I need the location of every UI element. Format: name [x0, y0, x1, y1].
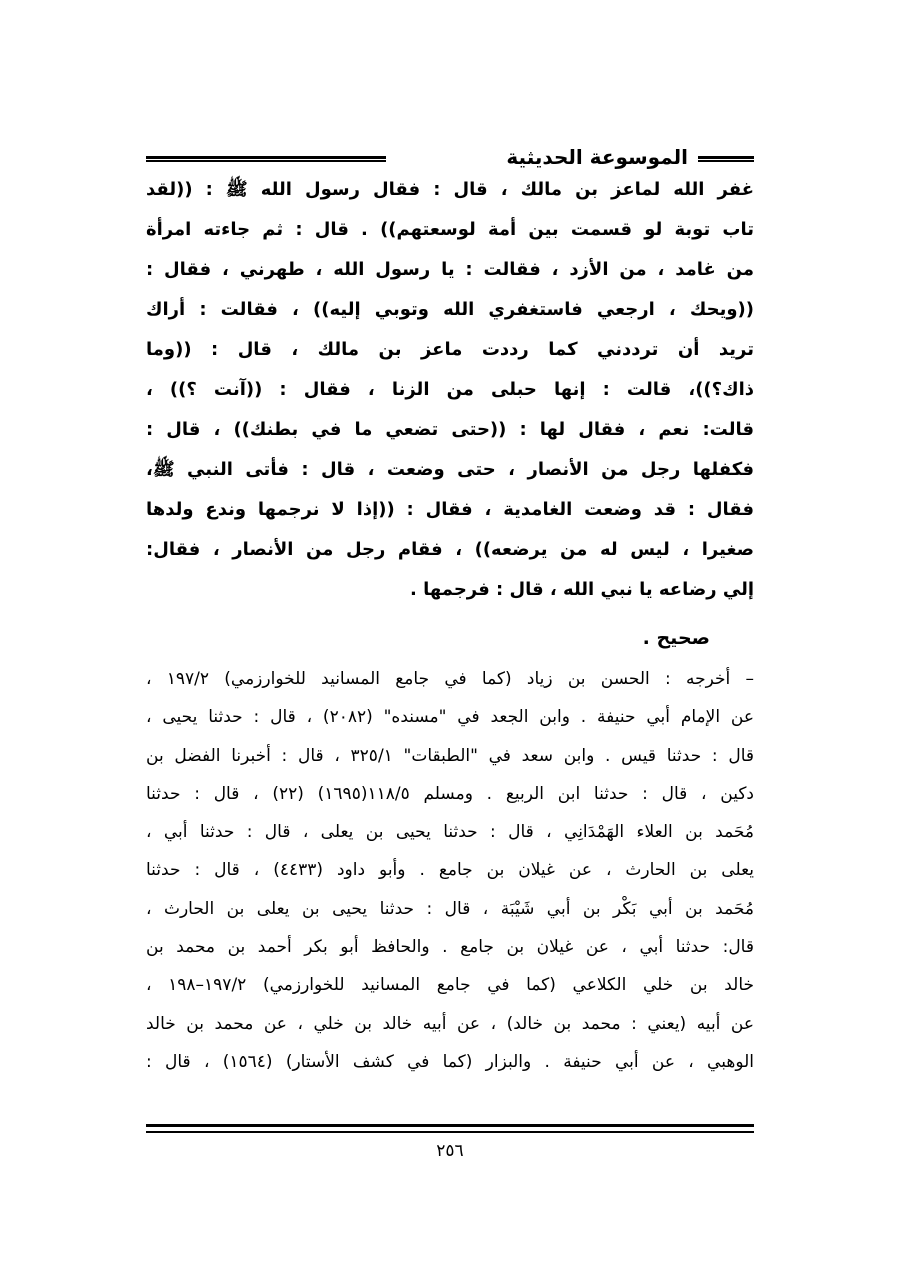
hadith-text	[146, 170, 754, 610]
takhrij-line: دكين ، قال : حدثنا ابن الربيع . ومسلم ١١٨/٥(١٦٩٥) (٢٢) ، قال : حدثنا	[146, 783, 754, 804]
takhrij-line: عن الإمام أبي حنيفة . وابن الجعد في "مسنده" (٢٠٨٢) ، قال : حدثنا يحيى ،	[146, 707, 754, 728]
header-rule-left	[146, 156, 386, 162]
takhrij-line: قال : حدثنا قيس . وابن سعد في "الطبقات" ٣٢٥/١ ، قال : أخبرنا الفضل بن	[146, 745, 754, 766]
hadith-line: تاب توبة لو قسمت بين أمة لوسعتهم)) . قال : ثم جاءته امرأة	[146, 219, 754, 240]
takhrij-line: – أخرجه : الحسن بن زياد (كما في جامع المسانيد للخوارزمي) ١٩٧/٢ ،	[146, 669, 754, 689]
takhrij-line: عن أبيه (يعني : محمد بن خالد) ، عن أبيه خالد بن خلي ، عن محمد بن خالد	[146, 1013, 754, 1034]
takhrij-line: مُحَمد بن أبي بَكْر بن أبي شَيْبَة ، قال : حدثنا يحيى بن يعلى بن الحارث ،	[146, 898, 754, 919]
grade-label: صحيح .	[642, 627, 710, 649]
hadith-line: غفر الله لماعز بن مالك ، قال : فقال رسول الله ﷺ : ((لقد	[146, 179, 754, 200]
hadith-line: ((ويحك ، ارجعي فاستغفري الله وتوبي إليه)) ، فقالت : أراك	[146, 299, 754, 320]
takhrij-line: خالد بن خلي الكلاعي (كما في جامع المسانيد للخوارزمي) ١٩٧/٢–١٩٨ ،	[146, 975, 754, 996]
hadith-line: إلي رضاعه يا نبي الله ، قال : فرجمها .	[410, 579, 754, 600]
page-number: ٢٥٦	[436, 1141, 464, 1161]
running-header	[146, 142, 754, 172]
takhrij-line: الوهبي ، عن أبي حنيفة . والبزار (كما في كشف الأستار) (١٥٦٤) ، قال :	[146, 1051, 754, 1072]
header-title: الموسوعة الحديثية	[506, 145, 688, 169]
footer-rule	[146, 1124, 754, 1133]
hadith-line: فقال : قد وضعت الغامدية ، فقال : ((إذا لا نرجمها وندع ولدها	[146, 499, 754, 520]
takhrij-line: يعلى بن الحارث ، عن غيلان بن جامع . وأبو داود (٤٤٣٣) ، قال : حدثنا	[146, 860, 754, 881]
takhrij-line: مُحَمد بن العلاء الهَمْدَانِي ، قال : حدثنا يحيى بن يعلى ، قال : حدثنا أبي ،	[146, 822, 754, 843]
hadith-line: قالت: نعم ، فقال لها : ((حتى تضعي ما في بطنك)) ، قال :	[146, 419, 754, 440]
takhrij-line: قال: حدثنا أبي ، عن غيلان بن جامع . والحافظ أبو بكر أحمد بن محمد بن	[146, 937, 754, 958]
hadith-line: فكفلها رجل من الأنصار ، حتى وضعت ، قال : فأتى النبي ﷺ،	[146, 459, 754, 480]
takhrij-text	[146, 660, 754, 1081]
hadith-line: ذاك؟))، قالت : إنها حبلى من الزنا ، فقال : ((آنت ؟)) ،	[146, 379, 754, 400]
hadith-line: صغيرا ، ليس له من يرضعه)) ، فقام رجل من الأنصار ، فقال:	[146, 539, 754, 560]
header-rule-right	[698, 156, 754, 162]
hadith-line: تريد أن ترددني كما رددت ماعز بن مالك ، قال : ((وما	[146, 339, 754, 360]
hadith-line: من غامد ، من الأزد ، فقالت : يا رسول الله ، طهرني ، فقال :	[146, 259, 754, 280]
